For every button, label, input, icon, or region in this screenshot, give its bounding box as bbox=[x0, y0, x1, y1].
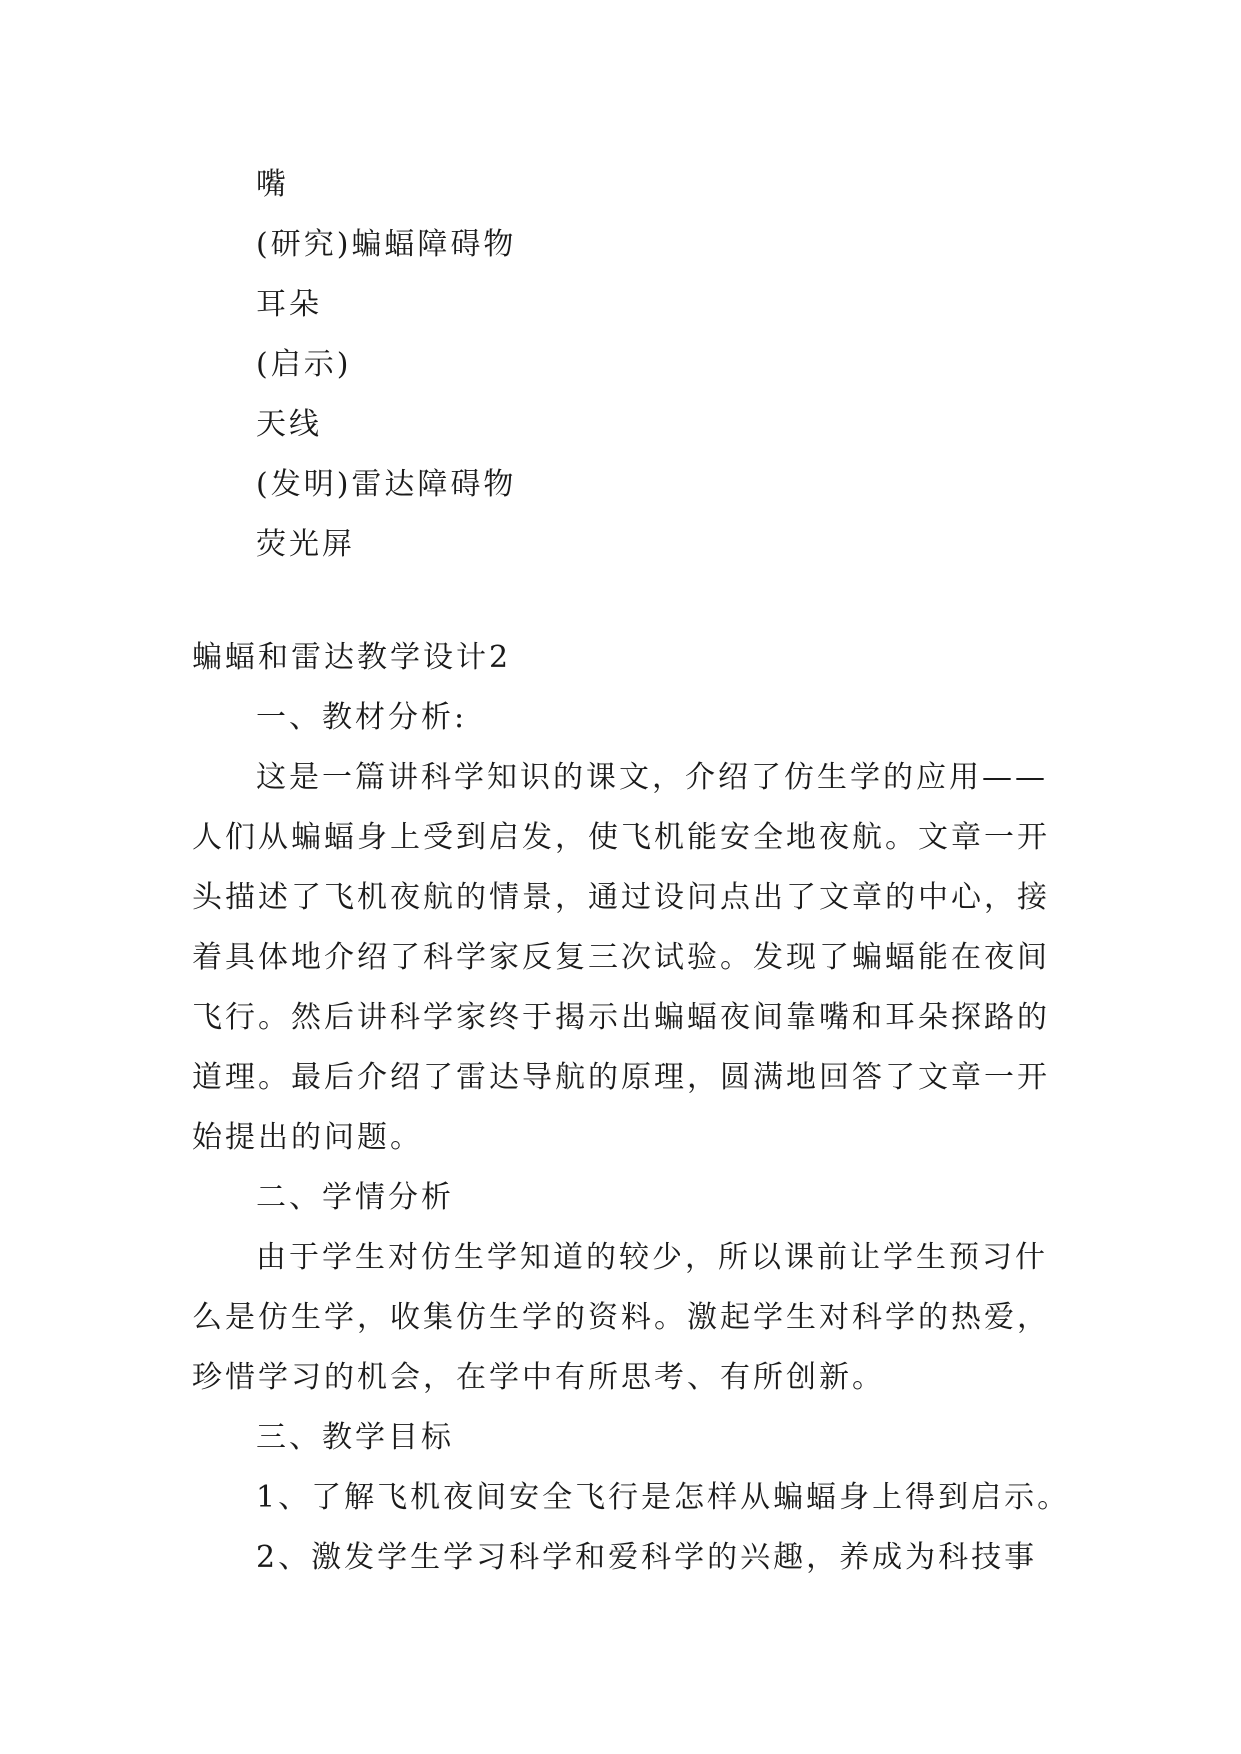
heading-teaching-goals: 三、教学目标 bbox=[256, 1420, 454, 1455]
paragraph-line: 始提出的问题。 bbox=[192, 1120, 423, 1155]
paragraph-line: 飞行。然后讲科学家终于揭示出蝙蝠夜间靠嘴和耳朵探路的 bbox=[192, 1000, 1050, 1035]
paragraph-line: 么是仿生学，收集仿生学的资料。激起学生对科学的热爱， bbox=[192, 1300, 1050, 1335]
paragraph-line: 道理。最后介绍了雷达导航的原理，圆满地回答了文章一开 bbox=[192, 1060, 1050, 1095]
diagram-line: (研究)蝙蝠障碍物 bbox=[256, 227, 517, 262]
paragraph-line: 珍惜学习的机会，在学中有所思考、有所创新。 bbox=[192, 1360, 885, 1395]
diagram-line: (启示) bbox=[256, 347, 352, 382]
diagram-line: (发明)雷达障碍物 bbox=[256, 467, 517, 502]
heading-textbook-analysis: 一、教材分析: bbox=[256, 700, 468, 735]
diagram-line: 天线 bbox=[256, 407, 322, 442]
paragraph-line: 人们从蝙蝠身上受到启发，使飞机能安全地夜航。文章一开 bbox=[192, 820, 1050, 855]
goal-item: 1、了解飞机夜间安全飞行是怎样从蝙蝠身上得到启示。 bbox=[256, 1480, 1071, 1515]
paragraph-line: 由于学生对仿生学知道的较少，所以课前让学生预习什 bbox=[256, 1240, 1048, 1275]
goal-item: 2、激发学生学习科学和爱科学的兴趣，养成为科技事 bbox=[256, 1540, 1038, 1575]
section-title: 蝙蝠和雷达教学设计2 bbox=[192, 640, 512, 675]
diagram-line: 耳朵 bbox=[256, 287, 322, 322]
paragraph-line: 这是一篇讲科学知识的课文，介绍了仿生学的应用—— bbox=[256, 760, 1048, 795]
heading-learner-analysis: 二、学情分析 bbox=[256, 1180, 454, 1215]
paragraph-line: 头描述了飞机夜航的情景，通过设问点出了文章的中心，接 bbox=[192, 880, 1050, 915]
diagram-line: 荧光屏 bbox=[256, 527, 355, 562]
diagram-line: 嘴 bbox=[256, 167, 289, 202]
paragraph-line: 着具体地介绍了科学家反复三次试验。发现了蝙蝠能在夜间 bbox=[192, 940, 1050, 975]
